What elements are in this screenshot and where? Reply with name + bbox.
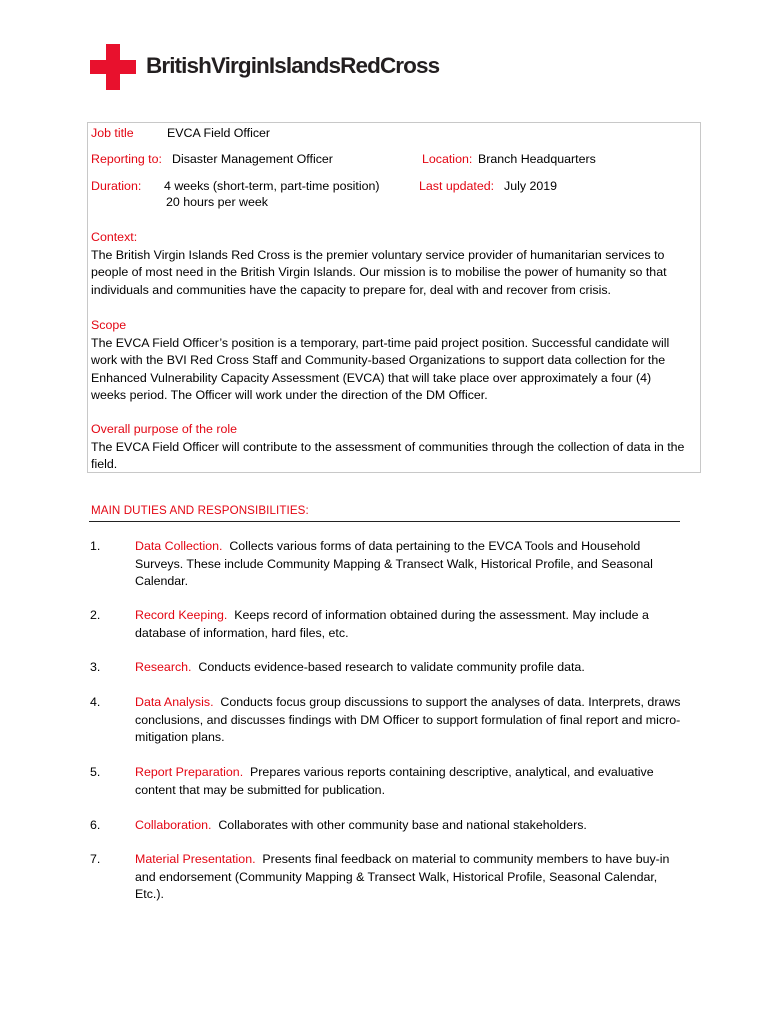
duty-number: 5.: [90, 765, 101, 779]
red-cross-logo: [90, 44, 440, 94]
duty-text: Collaborates with other community base and national stakeholders.: [218, 818, 587, 832]
duty-title: Data Analysis.: [135, 695, 214, 709]
job-title-value: EVCA Field Officer: [167, 126, 271, 140]
duty-title: Collaboration.: [135, 818, 212, 832]
context-text: The British Virgin Islands Red Cross is the premier voluntary service provider of humanitarian services to people of most need in the British Virgin Islands. Our mission is to mobilise the power of humanity so that individuals and communities have the capacity to prepare for, deal with and recover from crisis.: [91, 247, 667, 297]
duration-label: Duration:: [91, 179, 142, 193]
duty-title: Report Preparation.: [135, 765, 244, 779]
purpose-heading: Overall purpose of the role: [91, 422, 238, 436]
duty-number: 3.: [90, 660, 101, 674]
duty-number: 7.: [90, 852, 101, 866]
duties-heading: MAIN DUTIES AND RESPONSIBILITIES:: [91, 504, 309, 517]
duty-title: Data Collection.: [135, 539, 223, 553]
duration-line-2: 20 hours per week: [166, 195, 268, 209]
duty-text: Collects various forms of data pertaining to the EVCA Tools and Household Surveys. These include Community Mapping & Transect Walk, Historical Profile, and Seasonal Calendar.: [135, 539, 653, 588]
location-value: Branch Headquarters: [478, 152, 596, 166]
duration-line-1: 4 weeks (short-term, part-time position): [164, 179, 380, 193]
context-heading: Context:: [91, 230, 138, 244]
divider: [89, 521, 680, 522]
duty-number: 6.: [90, 818, 101, 832]
context-section: [91, 229, 687, 299]
duty-text: Conducts evidence-based research to validate community profile data.: [198, 660, 585, 674]
duty-title: Research.: [135, 660, 192, 674]
duty-text: Keeps record of information obtained during the assessment. May include a database of information, hard files, etc.: [135, 608, 649, 640]
duty-number: 1.: [90, 539, 101, 553]
duty-text: Prepares various reports containing descriptive, analytical, and evaluative content that may be submitted for publication.: [135, 765, 654, 797]
purpose-text: The EVCA Field Officer will contribute to the assessment of communities through the collection of data in the field.: [91, 439, 685, 471]
last-updated-value: July 2019: [504, 179, 558, 193]
logo-text: BritishVirginIslandsRedCross: [146, 53, 440, 78]
last-updated-label: Last updated:: [419, 179, 495, 193]
duty-number: 2.: [90, 608, 101, 622]
job-summary-box: [87, 122, 701, 473]
reporting-to-value: Disaster Management Officer: [172, 152, 333, 166]
job-title-label: Job title: [91, 126, 134, 140]
duty-title: Record Keeping.: [135, 608, 228, 622]
purpose-section: [91, 421, 687, 474]
duty-title: Material Presentation.: [135, 852, 256, 866]
scope-heading: Scope: [91, 318, 127, 332]
duty-text: Conducts focus group discussions to support the analyses of data. Interprets, draws conclusions, and discusses findings with DM Officer to support formulation of final report and micro-mitigation plans.: [135, 695, 681, 744]
duty-text: Presents final feedback on material to community members to have buy-in and endorsement (Community Mapping & Transect Walk, Historical Profile, Seasonal Calendar, Etc.).: [135, 852, 670, 901]
scope-text: The EVCA Field Officer’s position is a temporary, part-time paid project position. Successful candidate will work with the BVI Red Cross Staff and Community-based Organizations to support data collection for the Enhanced Vulnerability Capacity Assessment (EVCA) that will take place over approximately a four (4) weeks period. The Officer will work under the direction of the DM Officer.: [91, 335, 670, 402]
duty-number: 4.: [90, 695, 101, 709]
location-label: Location:: [422, 152, 473, 166]
scope-section: [91, 317, 687, 405]
red-cross-icon: [90, 44, 136, 90]
reporting-to-label: Reporting to:: [91, 152, 162, 166]
